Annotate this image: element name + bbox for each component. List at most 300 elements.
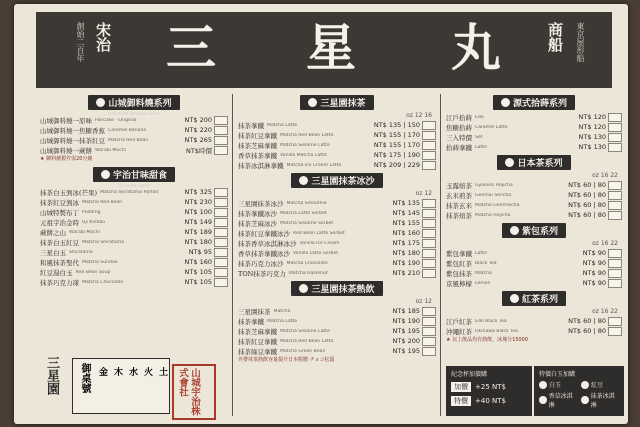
menu-item	[446, 200, 622, 210]
order-checkbox[interactable]	[608, 143, 622, 152]
section-header	[238, 173, 436, 188]
item-price: NT$時價	[186, 146, 212, 155]
item-price: NT$ 60 | 80	[568, 201, 606, 209]
menu-list	[238, 120, 436, 170]
item-price: NT$ 135 | 150	[373, 121, 420, 129]
item-name: 抹茶巧克力凍	[40, 278, 79, 287]
section-title: 紫包系列	[521, 227, 558, 237]
item-name: 元祖宇治金時	[40, 218, 79, 227]
item-name: 抹茶芝麻拿鐵	[238, 141, 277, 150]
item-name: 抹茶香草冰淇淋冰沙	[238, 239, 297, 248]
order-checkbox[interactable]	[422, 337, 436, 346]
topping-label: 紅豆	[591, 382, 604, 389]
item-english: Matcha Green Bean	[280, 348, 326, 354]
item-english: Matcha	[273, 308, 291, 314]
section-header	[238, 95, 436, 110]
day-label: 火	[144, 368, 154, 378]
item-english: Vanilla Matcha Latte	[280, 152, 327, 158]
item-price: NT$ 60 | 80	[568, 211, 606, 219]
item-name: 江戶紅茶	[446, 317, 472, 326]
size-header: oz 12	[415, 190, 432, 197]
item-price: NT$ 130	[578, 143, 606, 151]
section-subtitle: Uji Sweet Series	[117, 183, 151, 187]
topping-icon	[581, 396, 589, 404]
order-checkbox[interactable]	[214, 238, 228, 247]
order-box	[72, 358, 170, 414]
menu-item	[238, 306, 436, 316]
item-name: 抹茶綠豆拿鐵	[238, 347, 277, 356]
item-price: NT$ 325	[184, 188, 212, 196]
item-english: Matcha Sesame Sorbet	[280, 220, 334, 226]
item-english: Latte	[475, 250, 487, 256]
seal-text: 山城宇治株式會社	[177, 368, 200, 416]
size-header: oz 16 22	[592, 172, 618, 179]
topping-title: 特價白玉加購	[539, 371, 576, 378]
order-checkbox[interactable]	[214, 198, 228, 207]
order-checkbox[interactable]	[422, 327, 436, 336]
item-name: 抹茶玄米	[446, 201, 472, 210]
order-checkbox[interactable]	[422, 229, 436, 238]
item-name: 山城御料燒一原味	[40, 116, 92, 125]
order-checkbox[interactable]	[422, 307, 436, 316]
day-label: 木	[114, 368, 124, 378]
item-price: NT$ 105	[184, 278, 212, 286]
item-price: NT$ 90	[582, 259, 606, 267]
menu-item	[40, 125, 228, 135]
item-english: Matcha Red Bean Latte	[280, 132, 334, 138]
item-price: NT$ 145	[392, 209, 420, 217]
topping-box	[534, 366, 624, 416]
topping-item	[539, 391, 577, 409]
item-name: 玄米煎茶	[446, 191, 472, 200]
order-checkbox[interactable]	[422, 209, 436, 218]
section-header	[238, 281, 436, 296]
banner-right-vertical: 商船	[546, 22, 564, 52]
item-name: 沖繩紅茶	[446, 327, 472, 336]
menu-item	[446, 122, 622, 132]
item-price: NT$ 90	[582, 249, 606, 257]
menu-item	[40, 277, 228, 287]
item-english: Gyokuro Hojicha	[475, 182, 513, 188]
menu-list	[446, 180, 622, 220]
item-english: Matcha Latte Sorbet	[280, 210, 327, 216]
order-checkbox[interactable]	[214, 258, 228, 267]
addon-price: +40 NT$	[475, 397, 506, 405]
order-checkbox[interactable]	[422, 141, 436, 150]
order-checkbox[interactable]	[608, 317, 622, 326]
item-price: NT$ 189	[184, 228, 212, 236]
item-name: 玉露焙茶	[446, 181, 472, 190]
item-name: 抹茶白玉剉冰(芒果)	[40, 188, 98, 197]
item-english: Matcha Hazelnut	[288, 270, 328, 276]
banner-left-vertical: 宋治	[94, 22, 112, 52]
day-label: 金	[99, 368, 109, 378]
menu-item	[238, 248, 436, 258]
menu-item	[40, 227, 228, 237]
menu-item	[446, 258, 622, 268]
menu-list	[40, 187, 228, 287]
menu-item	[238, 268, 436, 278]
item-price: NT$ 60 | 80	[568, 191, 606, 199]
item-english: Shiratama	[69, 249, 93, 255]
logo-icon	[308, 98, 317, 107]
order-checkbox[interactable]	[608, 133, 622, 142]
item-name: 紅豆湯白玉	[40, 268, 73, 277]
order-checkbox[interactable]	[422, 317, 436, 326]
menu-item	[238, 238, 436, 248]
section-title: 三星園抹茶	[320, 99, 366, 109]
menu-item	[40, 247, 228, 257]
item-english: Vanilla Ice Cream	[299, 240, 340, 246]
logo-icon	[501, 98, 510, 107]
section-title: 宇治甘味甜食	[112, 171, 167, 181]
item-price: NT$ 60 | 80	[568, 317, 606, 325]
order-checkbox[interactable]	[214, 228, 228, 237]
topping-label: 白玉	[549, 382, 562, 389]
logo-icon	[505, 158, 514, 167]
menu-item	[40, 115, 228, 125]
menu-item	[446, 112, 622, 122]
order-checkbox[interactable]	[608, 181, 622, 190]
menu-list	[446, 112, 622, 152]
item-name: 抹茶紅豆拿鐵	[238, 131, 277, 140]
item-price: NT$ 185	[392, 307, 420, 315]
topping-icon	[539, 381, 547, 389]
menu-item	[40, 217, 228, 227]
menu-item	[40, 197, 228, 207]
item-name: 抹茶巧克力冰沙	[238, 259, 284, 268]
topping-label: 抹茶冰淇淋	[590, 393, 615, 409]
menu-item	[446, 316, 622, 326]
item-price: NT$ 195	[392, 347, 420, 355]
item-price: NT$ 100	[184, 208, 212, 216]
addon-label: 特價	[451, 396, 471, 406]
section-header	[446, 223, 622, 238]
item-name: 三星園抹茶	[238, 307, 271, 316]
item-price: NT$ 135	[392, 199, 420, 207]
item-name: 拾蒔拿鐵	[446, 143, 472, 152]
item-price: NT$ 60 | 80	[568, 327, 606, 335]
column-matcha	[238, 92, 436, 418]
item-price: NT$ 195	[392, 327, 420, 335]
item-name: 抹茶白玉紅豆	[40, 238, 79, 247]
red-seal	[172, 364, 216, 420]
item-name: 香草抹茶拿鐵冰沙	[238, 249, 290, 258]
menu-item	[238, 150, 436, 160]
note: ★ 御料燒製作需20分鐘	[40, 156, 93, 162]
topping-item	[581, 380, 619, 389]
addon-label: 加價	[451, 382, 471, 392]
item-name: 京風檸檬	[446, 279, 472, 288]
menu-sheet	[14, 4, 628, 424]
item-price: NT$ 190	[392, 317, 420, 325]
item-name: 山城御料燒一蕨餅	[40, 146, 92, 155]
order-checkbox[interactable]	[422, 121, 436, 130]
order-checkbox[interactable]	[608, 327, 622, 336]
logo-icon	[96, 98, 105, 107]
item-name: 山城特製布丁	[40, 208, 79, 217]
item-english: Matcha Sesame Latte	[280, 142, 330, 148]
order-checkbox[interactable]	[422, 249, 436, 258]
topping-icon	[539, 396, 547, 404]
menu-item	[40, 267, 228, 277]
section-title: 三星園抹茶熱飲	[311, 285, 375, 295]
topping-label: 香草冰淇淋	[548, 393, 573, 409]
item-price: NT$ 230	[184, 198, 212, 206]
order-checkbox[interactable]	[608, 269, 622, 278]
order-checkbox[interactable]	[422, 347, 436, 356]
item-price: NT$ 175 | 190	[373, 151, 420, 159]
item-name: 抹茶紅豆拿鐵冰沙	[238, 229, 290, 238]
order-checkbox[interactable]	[214, 268, 228, 277]
order-checkbox[interactable]	[214, 278, 228, 287]
item-name: 江戶拾蒔	[446, 113, 472, 122]
item-english: Matcha Hojicha	[475, 212, 511, 218]
item-english: Matcha Red Bean	[82, 199, 123, 205]
item-price: NT$ 209 | 229	[373, 161, 420, 169]
addon-price: +25 NT$	[475, 383, 506, 391]
menu-item	[238, 346, 436, 356]
item-english: Edo Black Tea	[475, 318, 507, 324]
order-checkbox[interactable]	[214, 248, 228, 257]
item-english: Caramel Banana	[108, 127, 147, 133]
item-price: NT$ 130	[578, 133, 606, 141]
divider-2	[440, 94, 441, 416]
item-price: NT$ 105	[184, 268, 212, 276]
item-name: 三星園抹茶冰沙	[238, 199, 284, 208]
menu-item	[40, 135, 228, 145]
menu-item	[446, 132, 622, 142]
menu-item	[238, 316, 436, 326]
item-price: NT$ 175	[392, 239, 420, 247]
order-checkbox[interactable]	[214, 136, 228, 145]
order-checkbox[interactable]	[608, 201, 622, 210]
item-english: Matcha Ice Cream Latte	[286, 162, 342, 168]
menu-item	[238, 228, 436, 238]
menu-item	[446, 142, 622, 152]
item-english: Matcha Sesame Latte	[280, 328, 330, 334]
size-header: oz 12	[415, 298, 432, 305]
order-checkbox[interactable]	[214, 188, 228, 197]
item-english: Vanilla Latte Sorbet	[293, 250, 339, 256]
menu-item	[238, 140, 436, 150]
order-checkbox[interactable]	[608, 249, 622, 258]
menu-list	[40, 115, 228, 155]
item-price: NT$ 95	[188, 248, 212, 256]
menu-item	[446, 180, 622, 190]
item-name: 香草抹茶拿鐵	[238, 151, 277, 160]
item-english: Okinawa Black Tea	[475, 328, 518, 334]
logo-icon	[510, 294, 519, 303]
menu-item	[446, 190, 622, 200]
item-name: 焦糖拾蒔	[446, 123, 472, 132]
item-price: NT$ 160	[184, 258, 212, 266]
stamp	[42, 356, 70, 412]
order-checkbox[interactable]	[608, 191, 622, 200]
item-english: Lemon	[475, 280, 491, 286]
logo-icon	[299, 176, 308, 185]
item-english: Matcha Chocolate	[286, 260, 328, 266]
item-price: NT$ 220	[184, 126, 212, 134]
addon-row	[447, 380, 531, 394]
item-english: Pancake · Original	[95, 117, 137, 123]
item-price: NT$ 190	[392, 259, 420, 267]
menu-item	[40, 237, 228, 247]
item-name: 三星白玉	[40, 248, 66, 257]
menu-item	[40, 257, 228, 267]
item-price: NT$ 90	[582, 269, 606, 277]
item-name: 蕨餅之山	[40, 228, 66, 237]
order-checkbox[interactable]	[608, 123, 622, 132]
item-english: Matcha Chocolate	[82, 279, 124, 285]
section-header	[446, 291, 622, 306]
banner-right-tiny: 東京屋形船	[576, 22, 585, 62]
banner-char-1: 三	[166, 18, 216, 77]
note: ★ 以上飲品均有熱飲，冰塊分15000	[446, 337, 528, 343]
order-checkbox[interactable]	[422, 219, 436, 228]
menu-list	[238, 306, 436, 356]
item-name: 抹茶拿鐵	[238, 317, 264, 326]
menu-item	[238, 258, 436, 268]
order-checkbox[interactable]	[214, 146, 228, 155]
item-price: NT$ 180	[184, 238, 212, 246]
section-title: 三星園抹茶冰沙	[311, 177, 375, 187]
item-price: NT$ 90	[582, 279, 606, 287]
item-english: Red Bean Soup	[75, 269, 111, 275]
divider-1	[232, 94, 233, 416]
topping-item	[539, 380, 577, 389]
item-price: NT$ 155 | 170	[373, 131, 420, 139]
item-name: 抹茶芝麻拿鐵	[238, 327, 277, 336]
menu-item	[446, 278, 622, 288]
item-english: Warabi Mochi	[95, 147, 126, 153]
order-checkbox[interactable]	[214, 218, 228, 227]
item-english: Warabi Mochi	[69, 229, 100, 235]
item-price: NT$ 155	[392, 219, 420, 227]
order-checkbox[interactable]	[608, 211, 622, 220]
banner-char-2: 星	[306, 18, 356, 77]
menu-list	[238, 198, 436, 278]
order-checkbox[interactable]	[214, 208, 228, 217]
banner-char-3: 丸	[451, 18, 501, 77]
topping-grid	[535, 380, 623, 409]
order-checkbox[interactable]	[422, 151, 436, 160]
menu-item	[238, 218, 436, 228]
item-name: 紫包紅茶	[446, 259, 472, 268]
day-label: 水	[129, 368, 139, 378]
order-checkbox[interactable]	[214, 126, 228, 135]
logo-icon	[510, 226, 519, 235]
menu-item	[446, 326, 622, 336]
topping-icon	[581, 381, 589, 389]
section-header	[40, 95, 228, 110]
item-english: Matcha Red Bean	[108, 137, 149, 143]
menu-item	[40, 207, 228, 217]
order-checkbox[interactable]	[422, 269, 436, 278]
item-price: NT$ 200	[184, 116, 212, 124]
size-header: oz 16 22	[592, 240, 618, 247]
section-subtitle: Mitsubishi Pancake Series	[108, 111, 160, 115]
order-label: 御桌號	[79, 363, 90, 393]
item-name: 抹茶紅豆拿鐵	[238, 337, 277, 346]
menu-item	[238, 336, 436, 346]
section-title: 源式拾蒔系列	[512, 99, 567, 109]
logo-icon	[101, 170, 110, 179]
order-checkbox[interactable]	[422, 131, 436, 140]
item-english: Matcha Genmaicha	[475, 202, 520, 208]
order-checkbox[interactable]	[214, 116, 228, 125]
order-checkbox[interactable]	[608, 113, 622, 122]
banner	[36, 12, 612, 88]
order-checkbox[interactable]	[608, 259, 622, 268]
item-name: 抹茶紅豆剉冰	[40, 198, 79, 207]
item-name: 抹茶芝麻冰沙	[238, 219, 277, 228]
item-english: Latte	[475, 144, 487, 150]
item-price: NT$ 265	[184, 136, 212, 144]
section-title: 紅茶系列	[521, 295, 558, 305]
item-english: Black Tea	[475, 260, 497, 266]
item-english: Matcha Latte	[267, 122, 298, 128]
size-header: oz 12 16	[406, 112, 432, 119]
item-english: Matcha	[475, 270, 492, 276]
item-price: NT$ 210	[392, 269, 420, 277]
item-english: Edo	[475, 114, 484, 120]
day-label: 土	[159, 368, 169, 378]
menu-item	[238, 326, 436, 336]
menu-item	[40, 145, 228, 155]
item-price: NT$ 60 | 80	[568, 181, 606, 189]
item-price: NT$ 149	[184, 218, 212, 226]
order-checkbox[interactable]	[422, 199, 436, 208]
item-name: 抹茶拿鐵	[238, 121, 264, 130]
menu-list	[446, 316, 622, 336]
menu-item	[446, 268, 622, 278]
item-name: 紫包抹茶	[446, 269, 472, 278]
note: 外帶抹茶熱飲容量提升日本附贈 チョコ松露	[238, 357, 335, 363]
section-header	[40, 167, 228, 182]
order-checkbox[interactable]	[608, 279, 622, 288]
item-english: Red Bean Latte Sorbet	[293, 230, 345, 236]
addon-box	[446, 366, 532, 416]
item-name: 抹茶冰淇淋拿鐵	[238, 161, 284, 170]
item-name: 抹茶焙茶	[446, 211, 472, 220]
menu-list	[446, 248, 622, 288]
item-english: Caramel Latte	[475, 124, 508, 130]
item-english: Uji Kintoki	[82, 219, 106, 225]
order-checkbox[interactable]	[422, 239, 436, 248]
order-checkbox[interactable]	[422, 259, 436, 268]
topping-item	[581, 391, 619, 409]
item-name: 紫包拿鐵	[446, 249, 472, 258]
menu-item	[40, 187, 228, 197]
menu-item	[238, 130, 436, 140]
addon-title: 紀念杯加價購	[451, 371, 488, 378]
item-english: Matcha Latte	[267, 318, 298, 324]
item-english: Matcha Sundae	[82, 259, 118, 265]
item-name: 山城御料燒一焦糖香蕉	[40, 126, 105, 135]
menu-item	[446, 210, 622, 220]
item-price: NT$ 160	[392, 229, 420, 237]
order-checkbox[interactable]	[422, 161, 436, 170]
menu-item	[238, 208, 436, 218]
menu-item	[238, 120, 436, 130]
item-name: 抹茶拿鐵冰沙	[238, 209, 277, 218]
section-header	[446, 155, 622, 170]
stamp-text: 三星園	[44, 356, 59, 395]
item-price: NT$ 180	[392, 249, 420, 257]
addon-row	[447, 394, 531, 408]
section-title: 日本茶系列	[517, 159, 563, 169]
